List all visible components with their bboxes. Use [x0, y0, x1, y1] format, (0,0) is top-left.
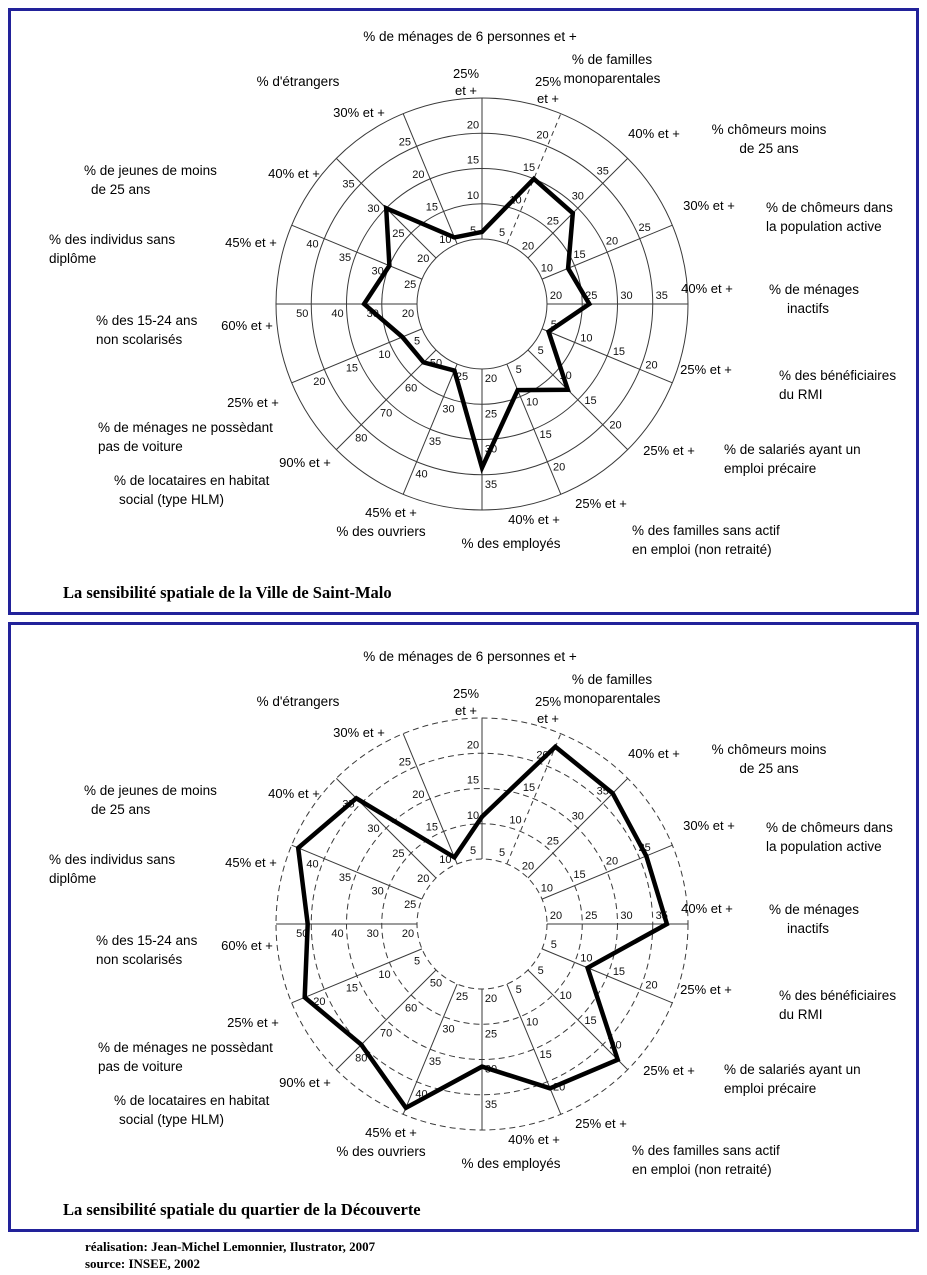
axis-name-label: % chômeurs moins de 25 ans	[711, 742, 827, 776]
axis-line	[403, 114, 457, 247]
tick-label: 10	[509, 814, 522, 827]
threshold-label: 30% et +	[333, 105, 385, 120]
axis-name-label: % de salariés ayant un emploi précaire	[724, 1062, 861, 1096]
tick-label: 35	[428, 435, 442, 448]
threshold-label: 40% et +	[268, 166, 320, 181]
tick-label: 30	[442, 1023, 455, 1036]
tick-label: 30	[367, 203, 380, 216]
tick-label: 40	[331, 928, 344, 940]
tick-label: 35	[596, 165, 609, 178]
tick-label: 25	[455, 370, 469, 383]
tick-label: 5	[414, 955, 421, 968]
tick-label: 20	[401, 928, 415, 940]
threshold-label: 25% et +	[575, 496, 627, 511]
tick-label: 10	[439, 234, 452, 247]
threshold-label: 40% et +	[628, 126, 680, 141]
threshold-label: 25% et +	[575, 1116, 627, 1131]
threshold-label: 25% et +	[534, 694, 562, 726]
threshold-label: 25% et +	[452, 686, 480, 718]
axis-name-label: % des bénéficiaires du RMI	[779, 368, 897, 402]
axis-name-label: % des employés	[461, 536, 561, 551]
tick-label: 15	[345, 362, 359, 375]
tick-label: 20	[605, 235, 619, 248]
threshold-label: 45% et +	[365, 1125, 417, 1140]
tick-label: 20	[466, 119, 480, 132]
credit-source: source: INSEE, 2002	[85, 1256, 200, 1271]
tick-label: 40	[415, 1088, 428, 1101]
axis-name-label: % des bénéficiaires du RMI	[779, 988, 897, 1022]
tick-label: 15	[612, 965, 626, 978]
axis-name-label: % des ouvriers	[336, 524, 426, 539]
tick-label: 15	[345, 982, 359, 995]
tick-label: 35	[342, 798, 355, 811]
tick-label: 20	[484, 993, 498, 1005]
threshold-label: 60% et +	[221, 318, 273, 333]
threshold-label: 25% et +	[227, 395, 279, 410]
tick-label: 15	[522, 162, 536, 175]
tick-label: 35	[484, 478, 498, 491]
radar-chart-saint-malo	[11, 11, 916, 612]
chart-panel-decouverte	[8, 622, 919, 1232]
tick-label: 20	[521, 240, 535, 253]
tick-label: 15	[425, 821, 439, 834]
tick-label: 50	[296, 928, 309, 940]
axis-name-label: % de ménages de 6 personnes et +	[363, 29, 577, 44]
tick-label: 20	[484, 373, 498, 385]
grid-ring	[417, 859, 547, 989]
tick-label: 25	[398, 136, 412, 149]
tick-label: 10	[466, 809, 480, 822]
axis-line	[292, 949, 422, 1003]
tick-label: 30	[371, 265, 384, 278]
axis-name-label: % de locataires en habitat social (type HLM)	[114, 473, 270, 507]
tick-label: 5	[498, 227, 506, 240]
credit-realisation: réalisation: Jean-Michel Lemonnier, Ilustrator, 2007	[85, 1239, 376, 1254]
tick-label: 20	[645, 359, 658, 372]
tick-label: 10	[509, 194, 522, 207]
axis-name-label: % des 15-24 ans non scolarisés	[96, 933, 198, 967]
axis-name-label: % d'étrangers	[256, 74, 340, 89]
tick-label: 5	[515, 363, 522, 376]
tick-label: 15	[539, 1049, 552, 1062]
tick-label: 20	[549, 910, 563, 922]
tick-label: 10	[466, 189, 480, 202]
tick-label: 30	[442, 403, 455, 416]
tick-label: 25	[392, 228, 405, 241]
axis-name-label: % chômeurs moins de 25 ans	[711, 122, 827, 156]
axis-name-label: % de jeunes de moins de 25 ans	[84, 783, 217, 817]
tick-label: 30	[571, 190, 584, 203]
tick-label: 5	[515, 983, 522, 996]
tick-label: 5	[469, 845, 477, 857]
axis-name-label: % de familles monoparentales	[563, 52, 661, 86]
tick-label: 5	[537, 964, 544, 977]
tick-label: 15	[466, 774, 480, 787]
threshold-label: 40% et +	[508, 512, 560, 527]
tick-label: 30	[367, 823, 380, 836]
tick-label: 35	[342, 178, 355, 191]
tick-label: 5	[537, 344, 544, 357]
tick-label: 20	[536, 129, 549, 142]
tick-label: 30	[571, 810, 584, 823]
threshold-label: 40% et +	[268, 786, 320, 801]
tick-label: 15	[466, 154, 480, 167]
tick-label: 25	[638, 841, 651, 854]
threshold-label: 30% et +	[683, 198, 735, 213]
axis-name-label: % des familles sans actif en emploi (non retraité)	[632, 1143, 780, 1177]
tick-label: 15	[539, 429, 552, 442]
tick-label: 5	[550, 939, 557, 952]
tick-label: 40	[306, 858, 319, 871]
tick-label: 35	[596, 785, 609, 798]
grid-ring	[417, 239, 547, 369]
tick-label: 30	[371, 885, 384, 898]
tick-label: 5	[469, 225, 477, 237]
tick-label: 30	[366, 308, 379, 320]
threshold-label: 45% et +	[365, 505, 417, 520]
tick-label: 35	[338, 252, 352, 265]
tick-label: 20	[417, 873, 430, 886]
tick-label: 25	[585, 290, 598, 302]
tick-label: 30	[620, 910, 633, 922]
axis-name-label: % des individus sans diplôme	[49, 852, 176, 886]
axis-name-label: % des familles sans actif en emploi (non retraité)	[632, 523, 780, 557]
axis-name-label: % des individus sans diplôme	[49, 232, 176, 266]
tick-label: 25	[455, 990, 469, 1003]
tick-label: 70	[380, 1027, 393, 1040]
threshold-label: 40% et +	[681, 281, 733, 296]
tick-label: 10	[580, 952, 593, 965]
tick-label: 50	[429, 357, 443, 370]
tick-label: 30	[484, 1063, 498, 1076]
tick-label: 40	[331, 308, 344, 320]
chart-title-saint-malo: La sensibilité spatiale de la Ville de Saint-Malo	[63, 583, 392, 602]
axis-line	[542, 225, 672, 279]
tick-label: 35	[428, 1055, 442, 1068]
tick-label: 15	[573, 868, 586, 881]
tick-label: 60	[404, 1002, 418, 1015]
tick-label: 25	[546, 835, 560, 848]
tick-label: 35	[338, 872, 352, 885]
threshold-label: 25% et +	[227, 1015, 279, 1030]
threshold-label: 25% et +	[680, 982, 732, 997]
tick-label: 20	[417, 253, 430, 266]
tick-label: 50	[429, 977, 443, 990]
tick-label: 20	[645, 979, 658, 992]
tick-label: 20	[552, 1081, 566, 1094]
tick-label: 70	[380, 407, 393, 420]
tick-label: 40	[415, 468, 428, 481]
threshold-label: 60% et +	[221, 938, 273, 953]
tick-label: 25	[638, 221, 651, 234]
axis-name-label: % de jeunes de moins de 25 ans	[84, 163, 217, 197]
tick-label: 5	[550, 319, 557, 332]
tick-label: 35	[655, 290, 668, 302]
tick-label: 30	[484, 443, 498, 456]
tick-label: 20	[609, 1039, 622, 1052]
tick-label: 50	[296, 308, 309, 320]
tick-label: 10	[378, 349, 391, 362]
tick-label: 20	[609, 419, 622, 432]
tick-label: 20	[521, 860, 535, 873]
axis-name-label: % de salariés ayant un emploi précaire	[724, 442, 861, 476]
tick-label: 20	[552, 461, 566, 474]
tick-label: 35	[655, 910, 668, 922]
axis-name-label: % de chômeurs dans la population active	[766, 200, 893, 234]
threshold-label: 40% et +	[681, 901, 733, 916]
threshold-label: 40% et +	[628, 746, 680, 761]
tick-label: 30	[366, 928, 379, 940]
axis-line	[507, 984, 561, 1114]
tick-label: 25	[585, 910, 598, 922]
threshold-label: 25% et +	[534, 74, 562, 106]
tick-label: 25	[398, 756, 412, 769]
axis-name-label: % de locataires en habitat social (type HLM)	[114, 1093, 270, 1127]
tick-label: 80	[355, 1052, 368, 1065]
threshold-label: 45% et +	[225, 235, 277, 250]
tick-label: 15	[425, 201, 439, 214]
axis-name-label: % des ouvriers	[336, 1144, 426, 1159]
threshold-label: 90% et +	[279, 1075, 331, 1090]
axis-name-label: % de ménages ne possèdant pas de voiture	[98, 1040, 273, 1074]
tick-label: 20	[536, 749, 549, 762]
axis-line	[507, 364, 561, 494]
tick-label: 20	[313, 376, 326, 389]
tick-label: 15	[573, 248, 586, 261]
tick-label: 20	[412, 168, 425, 181]
tick-label: 10	[439, 854, 452, 867]
tick-label: 5	[498, 847, 506, 860]
tick-label: 10	[525, 396, 539, 409]
tick-label: 10	[559, 989, 572, 1002]
tick-label: 20	[549, 290, 563, 302]
tick-label: 25	[546, 215, 560, 228]
radar-chart-decouverte	[11, 625, 916, 1229]
tick-label: 15	[584, 394, 597, 407]
threshold-label: 45% et +	[225, 855, 277, 870]
tick-label: 20	[401, 308, 415, 320]
threshold-label: 25% et +	[643, 1063, 695, 1078]
tick-label: 20	[466, 739, 480, 752]
tick-label: 30	[620, 290, 633, 302]
tick-label: 80	[355, 432, 368, 445]
tick-label: 20	[605, 855, 619, 868]
tick-label: 40	[306, 238, 319, 251]
axis-name-label: % de familles monoparentales	[563, 672, 661, 706]
tick-label: 25	[392, 848, 405, 861]
tick-label: 10	[559, 369, 572, 382]
axis-name-label: % de ménages ne possèdant pas de voiture	[98, 420, 273, 454]
threshold-label: 30% et +	[683, 818, 735, 833]
credits	[85, 1238, 375, 1272]
threshold-label: 40% et +	[508, 1132, 560, 1147]
axis-name-label: % de chômeurs dans la population active	[766, 820, 893, 854]
tick-label: 35	[484, 1098, 498, 1111]
tick-label: 10	[378, 969, 391, 982]
tick-label: 20	[412, 788, 425, 801]
axis-name-label: % de ménages de 6 personnes et +	[363, 649, 577, 664]
threshold-label: 25% et +	[643, 443, 695, 458]
axis-name-label: % des 15-24 ans non scolarisés	[96, 313, 198, 347]
tick-label: 15	[612, 345, 626, 358]
axis-name-label: % de ménages inactifs	[769, 282, 860, 316]
tick-label: 10	[580, 332, 593, 345]
tick-label: 10	[525, 1016, 539, 1029]
tick-label: 20	[313, 996, 326, 1009]
tick-label: 10	[540, 262, 554, 275]
chart-panel-saint-malo	[8, 8, 919, 615]
axis-name-label: % des employés	[461, 1156, 561, 1171]
threshold-label: 25% et +	[452, 66, 480, 98]
tick-label: 5	[414, 335, 421, 348]
tick-label: 25	[404, 278, 417, 291]
tick-label: 10	[540, 882, 554, 895]
chart-title-decouverte: La sensibilité spatiale du quartier de la Découverte	[63, 1200, 421, 1219]
tick-label: 60	[404, 382, 418, 395]
tick-label: 25	[404, 898, 417, 911]
axis-name-label: % d'étrangers	[256, 694, 340, 709]
tick-label: 15	[584, 1014, 597, 1027]
tick-label: 25	[484, 408, 498, 421]
tick-label: 15	[522, 782, 536, 795]
threshold-label: 25% et +	[680, 362, 732, 377]
threshold-label: 30% et +	[333, 725, 385, 740]
axis-name-label: % de ménages inactifs	[769, 902, 860, 936]
tick-label: 25	[484, 1028, 498, 1041]
threshold-label: 90% et +	[279, 455, 331, 470]
